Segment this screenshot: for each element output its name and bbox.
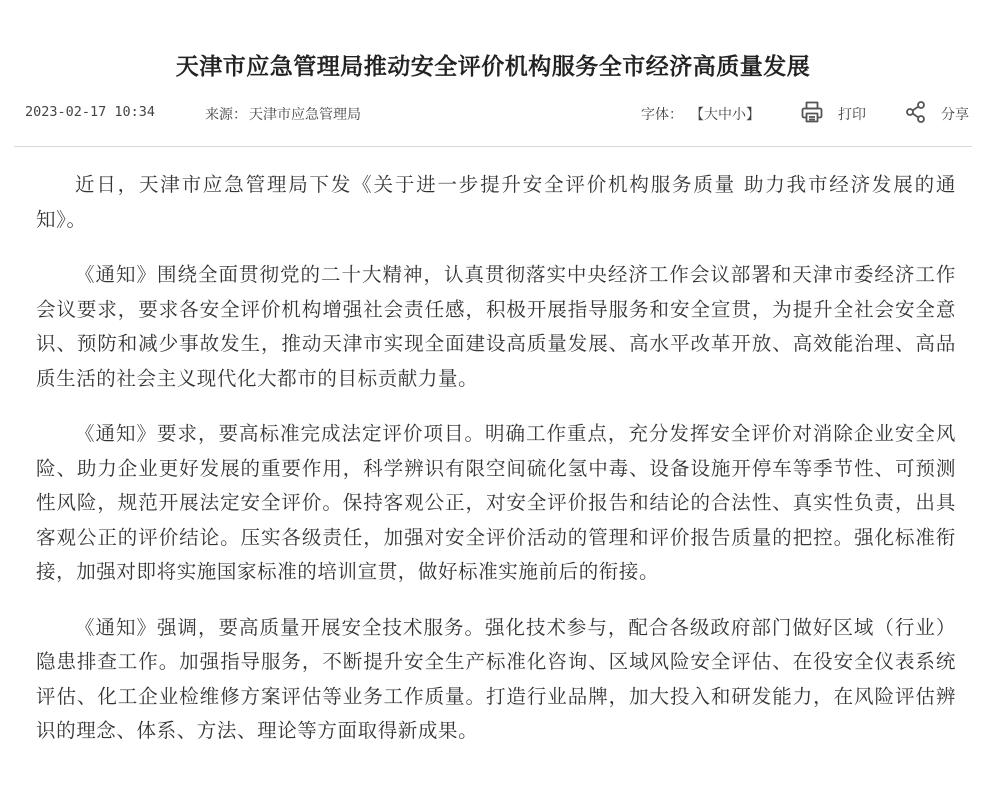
publish-date: 2023-02-17 10:34 <box>25 104 156 120</box>
font-small-button[interactable]: 小 <box>732 107 746 123</box>
printer-icon[interactable] <box>800 100 824 128</box>
source-value: 天津市应急管理局 <box>249 107 361 123</box>
paragraph-3: 《通知》要求，要高标准完成法定评价项目。明确工作重点，充分发挥安全评价对消除企业安全风险、助力企业更好发展的重要作用，科学辨识有限空间硫化氢中毒、设备设施开停车等季节性、可预测性风险，规范开展法定安全评价。保持客观公正，对安全评价报告和结论的合法性、真实性负责，出具客观公正的评价结论。压实各级责任，加强对安全评价活动的管理和评价报告质量的把控。强化标准衔接，加强对即将实施国家标准的培训宣贯，做好标准实施前后的衔接。 <box>36 422 956 583</box>
header-divider <box>14 146 972 147</box>
print-button[interactable] <box>800 100 866 128</box>
font-medium-button[interactable]: 中 <box>718 107 732 123</box>
font-size-selector <box>641 104 760 124</box>
print-label[interactable]: 打印 <box>838 107 866 123</box>
article-body <box>36 168 956 770</box>
share-icon[interactable] <box>905 100 927 128</box>
paragraph-1: 近日，天津市应急管理局下发《关于进一步提升安全评价机构服务质量 助力我市经济发展的通知》。 <box>36 173 956 231</box>
article-meta <box>0 100 986 128</box>
page-title: 天津市应急管理局推动安全评价机构服务全市经济高质量发展 <box>175 54 811 81</box>
source-label: 来源： <box>205 107 247 123</box>
font-size-label: 字体： <box>641 107 683 123</box>
font-bracket-open: 【 <box>697 107 704 123</box>
share-label[interactable]: 分享 <box>941 107 969 123</box>
font-bracket-close: 】 <box>746 107 760 123</box>
font-large-button[interactable]: 大 <box>704 107 718 123</box>
paragraph-4: 《通知》强调，要高质量开展安全技术服务。强化技术参与，配合各级政府部门做好区域（行业）隐患排查工作。加强指导服务，不断提升安全生产标准化咨询、区域风险安全评估、在役安全仪表系统评估、化工企业检维修方案评估等业务工作质量。打造行业品牌，加大投入和研发能力，在风险评估辨识的理念、体系、方法、理论等方面取得新成果。 <box>36 615 956 742</box>
share-button[interactable] <box>905 100 969 128</box>
paragraph-2: 《通知》围绕全面贯彻党的二十大精神，认真贯彻落实中央经济工作会议部署和天津市委经济工作会议要求，要求各安全评价机构增强社会责任感，积极开展指导服务和安全宣贯，为提升全社会安全意识、预防和减少事故发生，推动天津市实现全面建设高质量发展、高水平改革开放、高效能治理、高品质生活的社会主义现代化大都市的目标贡献力量。 <box>36 263 956 390</box>
article-source <box>205 104 361 124</box>
